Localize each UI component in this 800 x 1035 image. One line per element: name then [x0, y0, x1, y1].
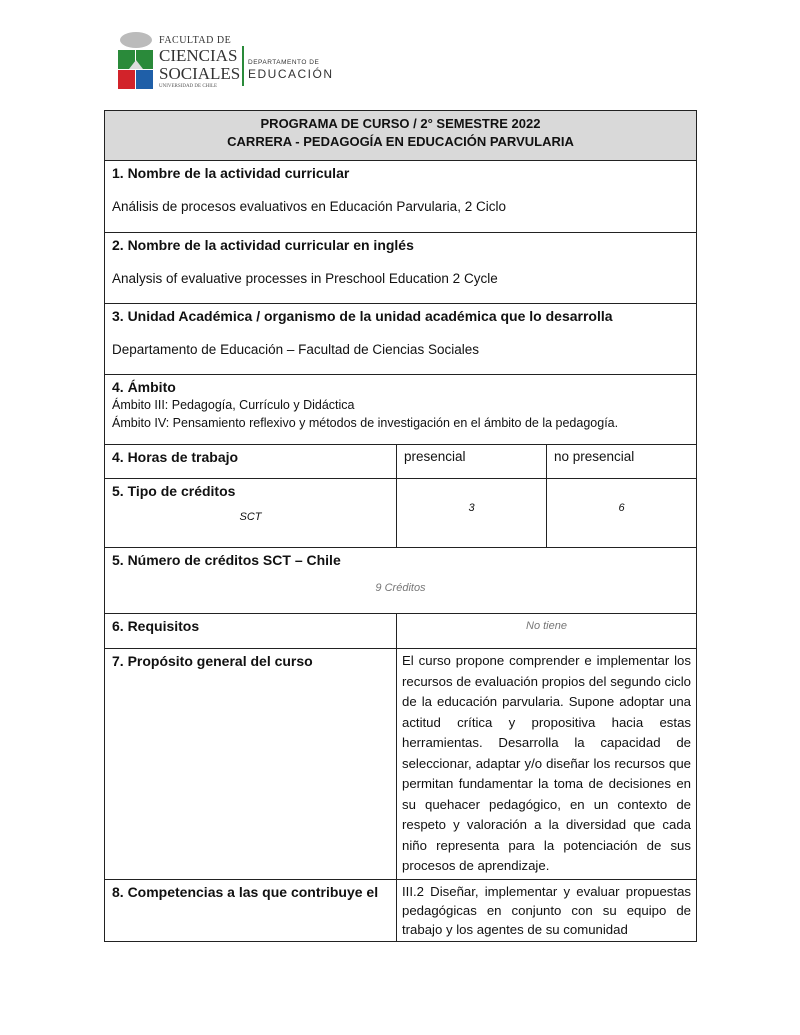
course-program-table	[104, 110, 697, 942]
section-value: Análisis de procesos evaluativos en Educación Parvularia, 2 Ciclo	[112, 199, 506, 214]
section-title: 2. Nombre de la actividad curricular en inglés	[112, 237, 414, 253]
section-academic-unit	[105, 304, 697, 375]
requisitos-value: No tiene	[397, 614, 697, 649]
section-title: 1. Nombre de la actividad curricular	[112, 165, 350, 181]
section-title: 5. Tipo de créditos	[112, 483, 236, 499]
ambito-line: Ámbito III: Pedagogía, Currículo y Didáctica	[112, 398, 355, 412]
department-name	[248, 58, 334, 81]
section-numero-creditos	[105, 548, 697, 614]
competencias-label: 8. Competencias a las que contribuye el	[105, 879, 397, 941]
proposito-value: El curso propone comprender e implementar los recursos de evaluación propios del segundo ciclo de la educación parvularia. Supone adoptar una actitud crítica y propositiva hacia estas herramientas. Desarrolla la capacidad de seleccionar, adaptar y/o diseñar los recursos que permitan fundamentar la toma de decisiones en su quehacer pedagógico, en un contexto de respeto y valoración a la diversidad que cada niño representa para la potenciación de sus procesos de aprendizaje.	[397, 649, 697, 880]
dept-line2: EDUCACIÓN	[248, 67, 334, 81]
ambito-line: Ámbito IV: Pensamiento reflexivo y métodos de investigación en el ámbito de la pedagogía.	[112, 416, 619, 430]
logo-line4: UNIVERSIDAD DE CHILE	[159, 84, 218, 89]
requisitos-label: 6. Requisitos	[105, 614, 397, 649]
section-title: 4. Ámbito	[112, 379, 176, 395]
section-title: 3. Unidad Académica / organismo de la unidad académica que lo desarrolla	[112, 308, 613, 324]
header-line1: PROGRAMA DE CURSO / 2° SEMESTRE 2022	[260, 116, 541, 131]
logo-line1: FACULTAD DE	[159, 35, 232, 46]
horas-label: 4. Horas de trabajo	[105, 445, 397, 479]
competencias-value: III.2 Diseñar, implementar y evaluar propuestas pedagógicas en conjunto con su equipo de trabajo y los agentes de su comunidad	[397, 879, 697, 941]
header-line2: CARRERA - PEDAGOGÍA EN EDUCACIÓN PARVULARIA	[227, 134, 574, 149]
presencial-value: 3	[397, 479, 547, 548]
section-value: Analysis of evaluative processes in Preschool Education 2 Cycle	[112, 271, 498, 286]
section-value: Departamento de Educación – Facultad de Ciencias Sociales	[112, 342, 479, 357]
university-crest-icon	[116, 30, 156, 92]
logo-divider	[242, 46, 244, 86]
dept-line1: DEPARTAMENTO DE	[248, 59, 320, 66]
logo-line3: SOCIALES	[159, 64, 241, 83]
section-title: 5. Número de créditos SCT – Chile	[112, 552, 341, 568]
no-presencial-value: 6	[547, 479, 697, 548]
faculty-name	[159, 35, 240, 90]
horas-presencial: presencial	[397, 445, 547, 479]
proposito-label: 7. Propósito general del curso	[105, 649, 397, 880]
section-name-english	[105, 233, 697, 304]
tipo-creditos	[105, 479, 397, 548]
section-name	[105, 161, 697, 233]
logo-line2: CIENCIAS	[159, 46, 238, 65]
creditos-value: 9 Créditos	[375, 582, 426, 594]
horas-no-presencial: no presencial	[547, 445, 697, 479]
program-header	[105, 111, 697, 161]
tipo-value: SCT	[239, 511, 262, 523]
section-ambito	[105, 375, 697, 445]
faculty-logo	[116, 30, 346, 92]
